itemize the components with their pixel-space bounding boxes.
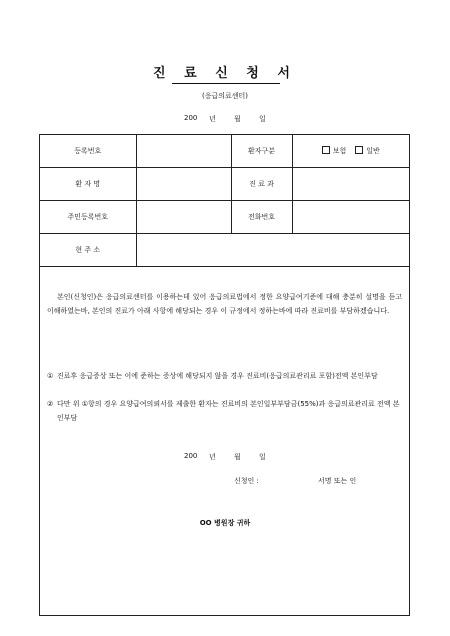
title-underline [172,83,280,84]
table-row [40,135,409,168]
department-field[interactable] [292,168,409,201]
note-text: 다만 위 ①항의 경우 요양급여의뢰서를 제출한 환자는 진료비의 본인일부부담금(55%)과 응급의료관리료 전액 본인부담 [57,400,400,422]
year-unit: 년 [209,115,216,123]
month-unit: 월 [234,115,241,123]
registration-number-field[interactable] [136,135,231,168]
patient-info-table [40,135,409,267]
general-option[interactable] [355,147,380,155]
addressee: OO 병원장 귀하 [199,519,251,527]
form-title: 진 료 신 청 서 [153,66,297,81]
table-row [40,168,409,201]
insurance-checkbox[interactable] [322,146,330,154]
resident-number-label: 주민등록번호 [40,201,136,234]
day-unit: 일 [259,115,266,123]
year-value: 200 [184,114,198,122]
patient-name-field[interactable] [136,168,231,201]
consent-statement: 본인(신청인)은 응급의료센터를 이용하는데 있어 응급의료법에서 정한 요양급여기준에 대해 충분히 설명을 듣고 이해하였는바, 본인의 진료가 아래 사항에 해당되는 경우 이 규정에서 정하는바에 따라 진료비를 부담하겠습니다. [47,293,402,315]
applicant-label: 신청인 : [234,477,259,485]
department-label: 진 료 과 [231,168,292,201]
table-row [40,201,409,234]
general-label: 일반 [366,147,380,155]
form-subtitle: (응급의료센터) [201,92,249,100]
year-value: 200 [184,452,198,460]
general-checkbox[interactable] [355,146,363,154]
patient-type-label: 환자구분 [231,135,292,168]
address-label: 현 주 소 [40,234,136,267]
patient-type-options [292,135,409,168]
signature-field[interactable]: 서명 또는 인 [318,477,357,485]
phone-number-field[interactable] [292,201,409,234]
note-text: 진료후 응급증상 또는 이에 준하는 증상에 해당되지 않을 경우 진료비(응급의료관리료 포함)전액 본인부담 [57,372,378,380]
phone-number-label: 전화번호 [231,201,292,234]
resident-number-field[interactable] [136,201,231,234]
registration-number-label: 등록번호 [40,135,136,168]
month-unit: 월 [234,453,241,461]
note-number: ② [47,400,54,408]
day-unit: 일 [259,453,266,461]
note-item [47,369,402,383]
note-number: ① [47,372,54,380]
year-unit: 년 [209,453,216,461]
insurance-label: 보험 [332,147,347,155]
insurance-option[interactable] [322,147,347,155]
patient-name-label: 환 자 명 [40,168,136,201]
note-item [47,397,402,425]
address-field[interactable] [136,234,409,267]
table-row [40,234,409,267]
